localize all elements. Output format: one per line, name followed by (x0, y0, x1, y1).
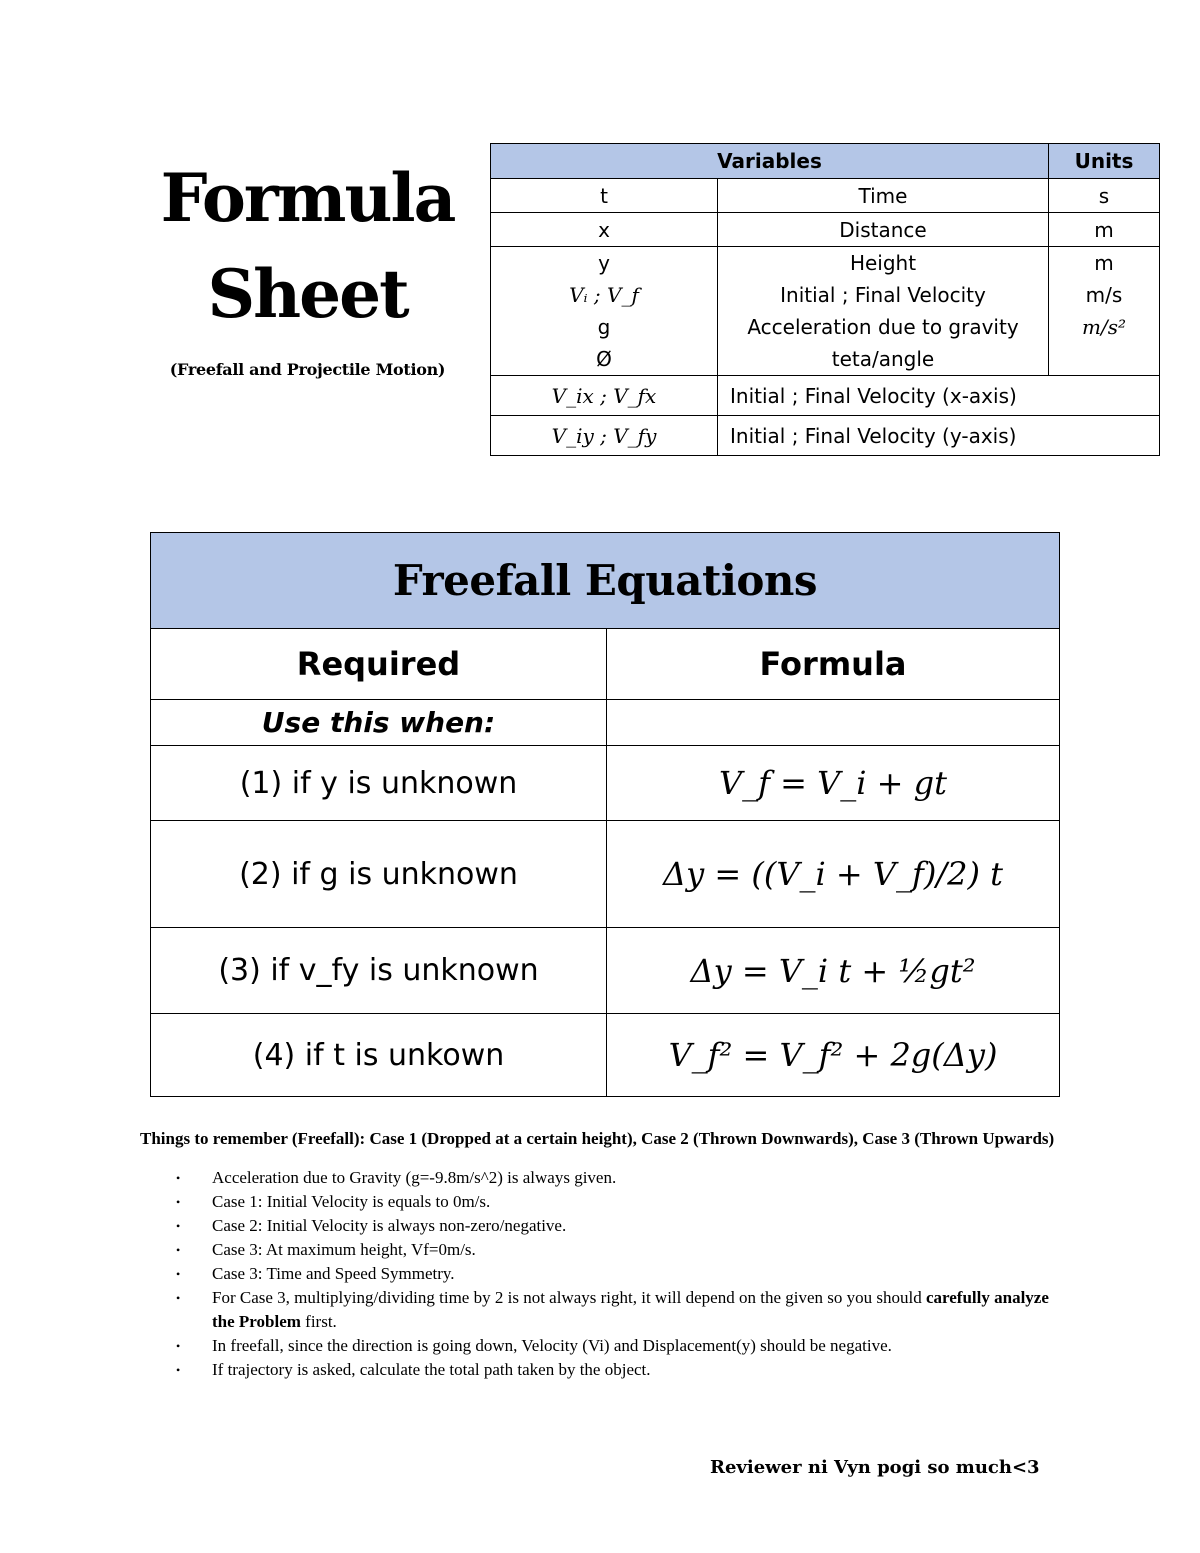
list-item: • Case 3: Time and Speed Symmetry. (212, 1262, 1060, 1286)
note-text: For Case 3, multiplying/dividing time by 2 is not always right, it will depend on the given so you should (212, 1288, 922, 1307)
unit-cell: s (1049, 179, 1160, 213)
condition-cell: (1) if y is unknown (151, 746, 607, 821)
variables-header-row (491, 144, 1160, 179)
freefall-table (150, 532, 1060, 1097)
formula-cell: Δy = ((V_i + V_f)/2) t (607, 821, 1060, 928)
variable-name-cell: Distance (718, 213, 1049, 247)
variables-table (490, 143, 1160, 456)
symbol-cell: V_ix ; V_fx (491, 376, 718, 416)
footer-signature: Reviewer ni Vyn pogi so much<3 (710, 1457, 1040, 1478)
notes-list (140, 1166, 1060, 1382)
name-height: Height (849, 251, 917, 275)
unit-cell: m (1049, 213, 1160, 247)
required-header: Required (151, 629, 607, 700)
unit-gravity: m/s² (1082, 315, 1126, 339)
subtitle: (Freefall and Projectile Motion) (169, 360, 446, 379)
symbol-cell: t (491, 179, 718, 213)
freefall-title: Freefall Equations (151, 533, 1060, 629)
variable-name-cell: Time (718, 179, 1049, 213)
note-text-end: first. (300, 1312, 337, 1331)
title-line-1: Formula (160, 159, 455, 237)
empty-cell (607, 700, 1060, 746)
units-header: Units (1049, 144, 1160, 179)
symbol-cell: x (491, 213, 718, 247)
name-angle: teta/angle (831, 347, 935, 371)
variable-name-cell: Initial ; Final Velocity (y-axis) (718, 416, 1160, 456)
variable-name-group (718, 247, 1049, 376)
title-block (140, 150, 475, 379)
use-when-row (151, 700, 1060, 746)
table-row (151, 928, 1060, 1014)
list-item (212, 1286, 1060, 1334)
name-velocity: Initial ; Final Velocity (780, 283, 986, 307)
symbol-cell: V_iy ; V_fy (491, 416, 718, 456)
freefall-section (150, 532, 1060, 1097)
notes-heading: Things to remember (Freefall): Case 1 (Dropped at a certain height), Case 2 (Thrown Downwards), Case 3 (Thrown Upwards) (140, 1129, 1055, 1148)
list-item: • Case 2: Initial Velocity is always non-zero/negative. (212, 1214, 1060, 1238)
list-item: • If trajectory is asked, calculate the total path taken by the object. (212, 1358, 1060, 1382)
unit-height: m (1094, 251, 1114, 275)
unit-velocity: m/s (1085, 283, 1123, 307)
name-gravity: Acceleration due to gravity (747, 315, 1019, 339)
table-row (491, 416, 1160, 456)
symbol-y: y (598, 251, 610, 275)
variable-name-cell: Initial ; Final Velocity (x-axis) (718, 376, 1160, 416)
list-item: • Case 3: At maximum height, Vf=0m/s. (212, 1238, 1060, 1262)
freefall-header-row (151, 629, 1060, 700)
formula-cell: V_f = V_i + gt (607, 746, 1060, 821)
formula-header: Formula (607, 629, 1060, 700)
list-item: • Acceleration due to Gravity (g=-9.8m/s^2) is always given. (212, 1166, 1060, 1190)
table-row (151, 821, 1060, 928)
note-emphasis: carefully analyze the Problem (212, 1288, 1049, 1331)
formula-cell: V_f² = V_f² + 2g(Δy) (607, 1014, 1060, 1097)
unit-group (1049, 247, 1160, 376)
table-row (491, 213, 1160, 247)
condition-cell: (2) if g is unknown (151, 821, 607, 928)
table-row (491, 376, 1160, 416)
variables-header: Variables (491, 144, 1049, 179)
symbol-cell-group (491, 247, 718, 376)
condition-cell: (3) if v_fy is unknown (151, 928, 607, 1014)
symbol-angle: Ø (596, 347, 612, 371)
list-item: • Case 1: Initial Velocity is equals to 0m/s. (212, 1190, 1060, 1214)
formula-cell: Δy = V_i t + ½gt² (607, 928, 1060, 1014)
use-when-label: Use this when: (151, 700, 607, 746)
table-row (151, 1014, 1060, 1097)
list-item: • In freefall, since the direction is going down, Velocity (Vi) and Displacement(y) should be negative. (212, 1334, 1060, 1358)
table-row (151, 746, 1060, 821)
title-line-2: Sheet (207, 255, 408, 333)
table-row (491, 247, 1160, 376)
condition-cell: (4) if t is unkown (151, 1014, 607, 1097)
table-row (491, 179, 1160, 213)
symbol-g: g (597, 315, 611, 339)
notes-section (140, 1128, 1060, 1382)
freefall-title-row (151, 533, 1060, 629)
symbol-vi-vf: Vᵢ ; V_f (569, 283, 639, 307)
unit-angle (1049, 343, 1159, 375)
